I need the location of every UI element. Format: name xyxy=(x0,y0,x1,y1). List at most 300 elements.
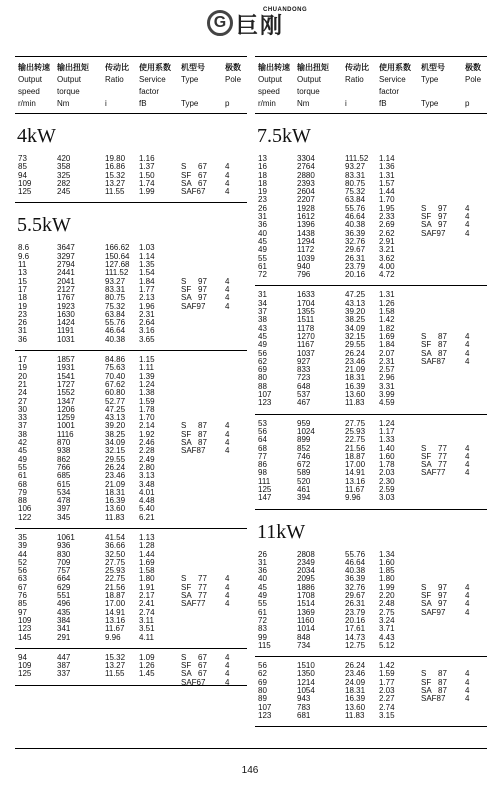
cell: 13.60 xyxy=(345,702,366,712)
cell: 520 xyxy=(297,476,311,486)
cell: 2393 xyxy=(297,178,315,188)
cell: 13.27 xyxy=(105,178,126,188)
cell: 2349 xyxy=(297,557,315,567)
cell: 1.78 xyxy=(139,404,155,414)
cell: 2.62 xyxy=(379,228,395,238)
cell: 1.16 xyxy=(139,154,155,163)
cell: 927 xyxy=(297,356,311,366)
header-unit: r/min xyxy=(18,99,36,108)
header-en: Pole xyxy=(225,75,242,84)
cell: 44 xyxy=(18,549,27,559)
cell: 34.09 xyxy=(105,438,126,448)
cell: 13.60 xyxy=(345,390,366,400)
cell: 4.59 xyxy=(379,398,395,408)
cell: 38 xyxy=(18,429,27,439)
table-row xyxy=(255,687,487,695)
type-pole: 4 xyxy=(465,331,470,341)
cell: 29.67 xyxy=(345,245,366,255)
table-row xyxy=(15,327,247,335)
cell: 1.99 xyxy=(379,582,395,592)
brand-name-en: CHUANDONG xyxy=(263,7,308,13)
cell: 46.64 xyxy=(345,557,366,567)
cell: 45 xyxy=(18,446,27,456)
cell: 1214 xyxy=(297,677,315,687)
type-size: 87 xyxy=(438,331,447,341)
cell: 1.42 xyxy=(379,315,395,325)
cell: 23.46 xyxy=(345,669,366,679)
cell: 2.31 xyxy=(139,309,155,319)
table-row xyxy=(15,559,247,567)
table-row xyxy=(15,244,247,252)
cell: 291 xyxy=(57,632,71,642)
cell: 111 xyxy=(258,476,271,486)
cell: 629 xyxy=(57,582,71,592)
cell: 26.24 xyxy=(105,462,126,472)
cell: 52.77 xyxy=(105,396,126,406)
header-cn: 传动比 xyxy=(105,63,129,72)
cell: 29.67 xyxy=(345,591,366,601)
cell: 127.68 xyxy=(105,260,130,270)
type-pole: 4 xyxy=(465,599,470,609)
cell: 17.61 xyxy=(345,624,366,634)
cell: 72 xyxy=(258,615,267,625)
group-rows xyxy=(15,150,247,202)
cell: 938 xyxy=(57,446,71,456)
cell: 18 xyxy=(18,293,27,303)
table-row xyxy=(255,172,487,180)
type-name: SA xyxy=(181,591,192,601)
section-title: 5.5kW xyxy=(17,214,71,237)
type-size: 67 xyxy=(198,170,207,180)
table-row xyxy=(255,445,487,453)
header-unit: p xyxy=(225,99,230,108)
table-row xyxy=(15,261,247,269)
type-name: SAF97 xyxy=(181,301,206,311)
cell: 1039 xyxy=(297,253,315,263)
cell: 1931 xyxy=(57,363,75,373)
cell: 1.14 xyxy=(379,154,395,163)
type-name: SA xyxy=(181,178,192,188)
cell: 2.03 xyxy=(379,468,395,478)
cell: 1.13 xyxy=(139,532,155,542)
cell: 1.24 xyxy=(379,418,395,428)
data-group xyxy=(15,649,247,686)
type-name: SF xyxy=(181,170,192,180)
cell: 1.77 xyxy=(379,677,395,687)
header-cn: 输出转速 xyxy=(258,63,290,72)
table-row xyxy=(255,436,487,444)
cell: 3.62 xyxy=(379,253,395,263)
cell: 166.62 xyxy=(105,243,130,253)
cell: 23.79 xyxy=(345,261,366,271)
cell: 31 xyxy=(258,290,267,300)
table-row xyxy=(15,431,247,439)
header-column xyxy=(345,62,369,110)
cell: 20.16 xyxy=(345,270,366,280)
type-pole: 4 xyxy=(465,591,470,601)
cell: 899 xyxy=(297,435,311,445)
type-name: SF xyxy=(421,212,432,222)
table-row xyxy=(255,478,487,486)
data-group xyxy=(15,529,247,649)
cell: 30 xyxy=(18,404,27,414)
cell: 18 xyxy=(258,170,267,180)
data-group xyxy=(255,657,487,727)
cell: 1.15 xyxy=(139,355,155,365)
cell: 757 xyxy=(57,566,71,576)
cell: 21.56 xyxy=(105,582,126,592)
cell: 1.03 xyxy=(139,243,155,253)
type-name: SAF87 xyxy=(181,446,206,456)
type-pole: 4 xyxy=(225,661,230,671)
cell: 1.26 xyxy=(139,661,155,671)
header-unit: Type xyxy=(421,99,439,108)
cell: 53 xyxy=(258,418,267,428)
cell: 32.50 xyxy=(105,549,126,559)
cell: 2.30 xyxy=(379,476,395,486)
table-row xyxy=(15,163,247,171)
cell: 39.20 xyxy=(345,307,366,317)
cell: 8.6 xyxy=(18,243,30,253)
table-row xyxy=(15,456,247,464)
type-size: 87 xyxy=(438,348,447,358)
cell: 67 xyxy=(18,582,27,592)
type-name: SF xyxy=(181,582,192,592)
cell: 936 xyxy=(57,541,71,551)
cell: 21.09 xyxy=(105,479,126,489)
data-group xyxy=(15,239,247,351)
cell: 29.55 xyxy=(345,340,366,350)
cell: 1294 xyxy=(297,236,315,246)
type-name: SF xyxy=(421,340,432,350)
cell: 83.31 xyxy=(345,170,366,180)
cell: 709 xyxy=(57,557,71,567)
data-group xyxy=(15,351,247,529)
table-row xyxy=(15,662,247,670)
header-en: Ratio xyxy=(105,75,124,84)
table-row xyxy=(15,381,247,389)
group-rows xyxy=(255,415,487,509)
cell: 61 xyxy=(258,261,267,271)
table-row xyxy=(15,654,247,662)
cell: 36 xyxy=(258,566,267,576)
header-en2: torque xyxy=(57,87,80,96)
cell: 1.44 xyxy=(139,549,155,559)
cell: 940 xyxy=(297,261,311,271)
header-unit: r/min xyxy=(258,99,276,108)
table-row xyxy=(255,246,487,254)
cell: 2.49 xyxy=(139,454,155,464)
header-en2 xyxy=(345,86,369,98)
cell: 75.32 xyxy=(345,187,366,197)
type-name: S xyxy=(421,331,427,341)
cell: 86 xyxy=(258,460,267,470)
cell: 5.12 xyxy=(379,640,395,650)
cell: 4.00 xyxy=(379,261,395,271)
cell: 1.99 xyxy=(139,187,155,197)
cell: 1037 xyxy=(297,348,315,358)
type-pole: 4 xyxy=(225,599,230,609)
table-row xyxy=(15,472,247,480)
cell: 123 xyxy=(258,398,272,408)
cell: 19 xyxy=(258,187,267,197)
table-row xyxy=(15,625,247,633)
cell: 337 xyxy=(57,669,71,679)
section-title: 7.5kW xyxy=(257,125,311,147)
table-header xyxy=(255,56,487,114)
type-pole: 4 xyxy=(465,356,470,366)
cell: 43 xyxy=(258,323,267,333)
cell: 1.70 xyxy=(379,195,395,205)
cell: 1014 xyxy=(297,624,315,634)
cell: 18.31 xyxy=(345,686,366,696)
cell: 47.25 xyxy=(105,404,126,414)
cell: 40 xyxy=(258,574,267,584)
cell: 23 xyxy=(18,309,27,319)
cell: 13.27 xyxy=(105,661,126,671)
cell: 18 xyxy=(258,178,267,188)
cell: 39 xyxy=(18,541,27,551)
type-size: 97 xyxy=(198,293,207,303)
header-cn: 机型号 xyxy=(181,63,205,72)
type-size: 87 xyxy=(438,677,447,687)
cell: 11.83 xyxy=(345,710,365,720)
type-size: 97 xyxy=(438,212,447,222)
table-row xyxy=(255,592,487,600)
cell: 1061 xyxy=(57,532,75,542)
type-pole: 4 xyxy=(465,582,470,592)
table-row xyxy=(255,255,487,263)
cell: 107 xyxy=(258,702,272,712)
cell: 1.35 xyxy=(139,260,155,270)
cell: 49 xyxy=(258,340,267,350)
cell: 1.60 xyxy=(379,557,395,567)
cell: 37 xyxy=(258,307,267,317)
cell: 34.09 xyxy=(345,323,366,333)
type-name: SA xyxy=(181,293,192,303)
header-unit: Nm xyxy=(297,99,310,108)
cell: 17.00 xyxy=(345,460,366,470)
cell: 55 xyxy=(258,253,267,263)
cell: 1.70 xyxy=(139,413,155,423)
cell: 943 xyxy=(297,694,311,704)
header-en: Service xyxy=(139,75,166,84)
type-name: SA xyxy=(421,348,432,358)
type-name: SA xyxy=(421,686,432,696)
table-row xyxy=(15,286,247,294)
cell: 29.55 xyxy=(105,454,126,464)
type-pole: 4 xyxy=(465,677,470,687)
type-name: SA xyxy=(181,438,192,448)
cell: 123 xyxy=(18,624,32,634)
table-row xyxy=(15,303,247,311)
cell: 435 xyxy=(57,607,71,617)
table-row xyxy=(255,291,487,299)
cell: 384 xyxy=(57,615,71,625)
cell: 2.59 xyxy=(379,484,395,494)
header-en: Output xyxy=(57,75,82,84)
header-unit: Nm xyxy=(57,99,70,108)
table-row xyxy=(15,609,247,617)
cell: 80 xyxy=(258,373,267,383)
cell: 17 xyxy=(18,284,27,294)
cell: 1.14 xyxy=(139,251,155,261)
cell: 85 xyxy=(18,162,27,172)
cell: 16.39 xyxy=(105,496,126,506)
table-row xyxy=(15,481,247,489)
cell: 15 xyxy=(18,276,27,286)
table-header xyxy=(15,56,247,114)
header-unit: i xyxy=(105,99,107,108)
cell: 1514 xyxy=(297,599,315,609)
type-pole: 4 xyxy=(225,162,230,172)
table-row xyxy=(255,238,487,246)
cell: 46.64 xyxy=(105,326,126,336)
type-pole: 4 xyxy=(225,276,230,286)
cell: 1.34 xyxy=(379,549,395,559)
cell: 1.60 xyxy=(379,451,395,461)
type-size: 87 xyxy=(198,438,207,448)
cell: 15.32 xyxy=(105,652,126,662)
type-size: 67 xyxy=(198,652,207,662)
type-size: 87 xyxy=(198,429,207,439)
table-row xyxy=(15,584,247,592)
cell: 387 xyxy=(57,661,71,671)
cell: 21.56 xyxy=(345,443,366,453)
cell: 36.66 xyxy=(105,541,126,551)
header-cn: 极数 xyxy=(465,63,481,72)
cell: 38 xyxy=(258,315,267,325)
cell: 1178 xyxy=(297,323,315,333)
cell: 13.60 xyxy=(105,504,126,514)
header-en: Type xyxy=(421,75,439,84)
table-row xyxy=(15,294,247,302)
cell: 534 xyxy=(57,487,71,497)
cell: 2.91 xyxy=(379,236,395,246)
table-row xyxy=(255,188,487,196)
cell: 959 xyxy=(297,418,311,428)
header-cn: 使用系数 xyxy=(379,63,411,72)
cell: 1.54 xyxy=(139,268,155,278)
type-name: S xyxy=(421,669,427,679)
type-pole: 4 xyxy=(465,228,470,238)
cell: 1.58 xyxy=(139,566,155,576)
cell: 537 xyxy=(297,390,311,400)
header-column xyxy=(18,62,50,110)
cell: 2.20 xyxy=(379,591,395,601)
cell: 55.76 xyxy=(345,203,366,213)
type-pole: 4 xyxy=(225,170,230,180)
cell: 664 xyxy=(57,574,71,584)
cell: 109 xyxy=(18,661,32,671)
table-row xyxy=(15,389,247,397)
table-row xyxy=(15,592,247,600)
cell: 94 xyxy=(18,170,27,180)
cell: 27 xyxy=(18,396,27,406)
type-name: SA xyxy=(421,460,432,470)
cell: 16 xyxy=(258,162,267,172)
cell: 1024 xyxy=(297,426,315,436)
cell: 63.84 xyxy=(345,195,366,205)
cell: 40.38 xyxy=(345,566,366,576)
cell: 2.64 xyxy=(139,318,155,328)
type-name: S xyxy=(421,203,427,213)
type-name: SF xyxy=(181,661,192,671)
cell: 1857 xyxy=(57,355,75,365)
cell: 681 xyxy=(297,710,311,720)
group-rows xyxy=(15,529,247,648)
header-column xyxy=(57,62,89,110)
cell: 723 xyxy=(297,373,311,383)
cell: 49 xyxy=(258,245,267,255)
cell: 3.51 xyxy=(139,624,155,634)
header-en: Output xyxy=(258,75,283,84)
table-row xyxy=(255,383,487,391)
header-en2: speed xyxy=(258,87,280,96)
table-row xyxy=(15,278,247,286)
cell: 870 xyxy=(57,438,71,448)
group-rows xyxy=(255,657,487,726)
cell: 1001 xyxy=(57,421,75,431)
cell: 1.50 xyxy=(139,170,155,180)
type-pole: 4 xyxy=(225,421,230,431)
type-name: SF xyxy=(421,451,432,461)
type-name: S xyxy=(181,652,187,662)
cell: 31 xyxy=(258,212,267,222)
cell: 1633 xyxy=(297,290,315,300)
table-row xyxy=(255,486,487,494)
table-row xyxy=(15,534,247,542)
table-row xyxy=(255,374,487,382)
cell: 25.93 xyxy=(345,426,366,436)
cell: 2604 xyxy=(297,187,315,197)
cell: 24 xyxy=(18,388,27,398)
cell: 2.48 xyxy=(379,599,395,609)
cell: 106 xyxy=(18,504,32,514)
cell: 4.48 xyxy=(139,496,155,506)
data-group xyxy=(255,546,487,658)
cell: 3304 xyxy=(297,154,315,163)
cell: 76 xyxy=(18,591,27,601)
header-en2: torque xyxy=(297,87,320,96)
header-en2 xyxy=(105,86,129,98)
cell: 80 xyxy=(258,686,267,696)
cell: 1.38 xyxy=(139,388,155,398)
cell: 85 xyxy=(18,599,27,609)
cell: 6.21 xyxy=(139,512,155,522)
cell: 93.27 xyxy=(345,162,366,172)
cell: 21 xyxy=(18,379,27,389)
table-row xyxy=(255,559,487,567)
header-cn: 输出扭矩 xyxy=(57,63,89,72)
table-row xyxy=(255,679,487,687)
header-column xyxy=(421,62,445,110)
type-name: S xyxy=(421,443,427,453)
data-group xyxy=(15,150,247,203)
cell: 145 xyxy=(18,632,32,642)
type-pole: 4 xyxy=(465,220,470,230)
cell: 1511 xyxy=(297,315,315,325)
cell: 2.31 xyxy=(379,356,395,366)
type-size: 87 xyxy=(198,421,207,431)
type-pole: 4 xyxy=(465,340,470,350)
group-rows xyxy=(15,351,247,528)
table-row xyxy=(255,308,487,316)
cell: 40 xyxy=(258,228,267,238)
table-row xyxy=(255,230,487,238)
cell: 1259 xyxy=(57,413,75,423)
cell: 9.96 xyxy=(105,632,121,642)
